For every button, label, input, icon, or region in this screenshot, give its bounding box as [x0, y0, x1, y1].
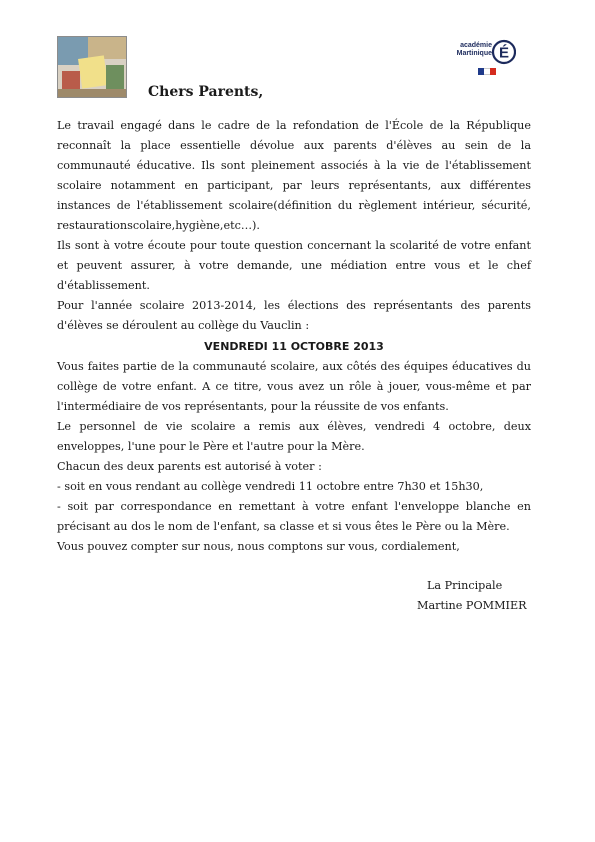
academie-martinique-logo: [452, 38, 516, 80]
paragraph-elections: Pour l'année scolaire 2013-2014, les élections des représentants des parents d'élèves se déroulent au collège du Vauclin :: [57, 299, 531, 333]
svg-text:É: É: [498, 44, 510, 62]
election-date: VENDREDI 11 OCTOBRE 2013: [204, 339, 384, 353]
letter-body: [57, 116, 531, 557]
logo-text: académie Martinique: [456, 42, 492, 57]
signature-block: [417, 576, 547, 616]
greeting: Chers Parents,: [148, 84, 264, 100]
academie-e-icon: [492, 38, 516, 66]
paragraph-vote-option-1: - soit en vous rendant au collège vendredi 11 octobre entre 7h30 et 15h30,: [57, 479, 484, 493]
signature-title: La Principale: [427, 579, 503, 592]
header-photo: [57, 36, 127, 98]
signature-name: Martine POMMIER: [417, 599, 527, 612]
paragraph-communaute: Vous faites partie de la communauté scolaire, aux côtés des équipes éducatives du collège de votre enfant. A ce titre, vous avez un rôle à jouer, vous-même et par l'intermédiaire de vos représentants, pour la réussite de vos enfants.: [57, 359, 531, 413]
paragraph-vote-intro: Chacun des deux parents est autorisé à voter :: [57, 459, 322, 473]
paragraph-vote-option-2: - soit par correspondance en remettant à votre enfant l'enveloppe blanche en précisant au dos le nom de l'enfant, sa classe et si vous êtes le Père ou la Mère.: [57, 499, 531, 533]
paragraph-closing: Vous pouvez compter sur nous, nous comptons sur vous, cordialement,: [57, 539, 460, 553]
paragraph-enveloppes: Le personnel de vie scolaire a remis aux élèves, vendredi 4 octobre, deux enveloppes, l'une pour le Père et l'autre pour la Mère.: [57, 419, 531, 453]
paragraph-ecoute: Ils sont à votre écoute pour toute question concernant la scolarité de votre enfant et peuvent assurer, à votre demande, une médiation entre vous et le chef d'établissement.: [57, 239, 531, 293]
french-flag-icon: [478, 68, 496, 75]
paragraph-refondation: Le travail engagé dans le cadre de la refondation de l'École de la République reconnaît la place essentielle dévolue aux parents d'élèves au sein de la communauté éducative. Ils sont pleinement associés à la vie de l'établissement scolaire notamment en participant, par leurs représentants, aux différentes instances de l'établissement scolaire(définition du règlement intérieur, sécurité, restaurationscolaire,hygiène,etc…).: [57, 119, 531, 233]
